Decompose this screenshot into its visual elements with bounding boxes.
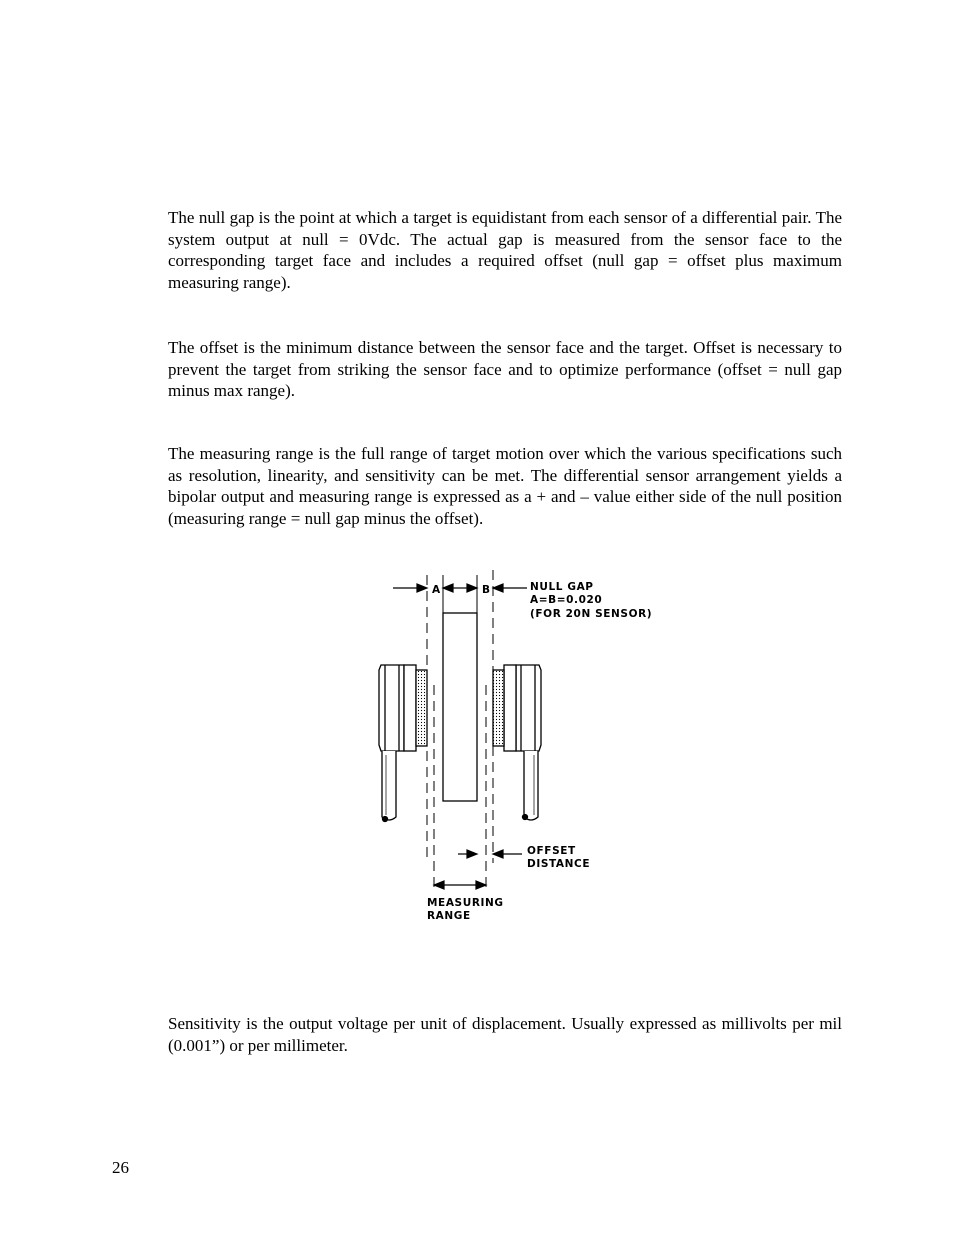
measuring-label: MEASURING (427, 897, 504, 909)
differential-sensor-diagram (360, 565, 660, 935)
null-gap-value: A=B=0.020 (530, 594, 603, 606)
label-a: A (432, 584, 441, 596)
offset-distance-label: DISTANCE (527, 858, 591, 870)
label-b: B (482, 584, 491, 596)
null-gap-label: NULL GAP (530, 581, 594, 593)
target-block (443, 613, 477, 801)
sensitivity-paragraph: Sensitivity is the output voltage per unit of displacement. Usually expressed as millivolts per mil (0.001”) or per millimeter. (168, 1014, 842, 1055)
left-sensor (379, 665, 427, 822)
offset-paragraph: The offset is the minimum distance between the sensor face and the target. Offset is necessary to prevent the target from striking the sensor face and to optimize performance (offset = null gap minus max range). (168, 338, 842, 401)
null-gap-paragraph: The null gap is the point at which a target is equidistant from each sensor of a differential pair. The system output at null = 0Vdc. The actual gap is measured from the sensor face to the corresponding target face and includes a required offset (null gap = offset plus maximum measuring range). (168, 208, 842, 292)
range-label: RANGE (427, 910, 471, 922)
offset-label: OFFSET (527, 845, 576, 857)
null-gap-note: (FOR 20N SENSOR) (530, 608, 653, 620)
measuring-range-paragraph: The measuring range is the full range of target motion over which the various specifications such as resolution, linearity, and sensitivity can be met. The differential sensor arrangement yields a bipolar output and measuring range is expressed as a + and – value either side of the null position (measuring range = null gap minus the offset). (168, 444, 842, 528)
page-number: 26 (112, 1158, 129, 1177)
right-sensor (493, 665, 541, 820)
